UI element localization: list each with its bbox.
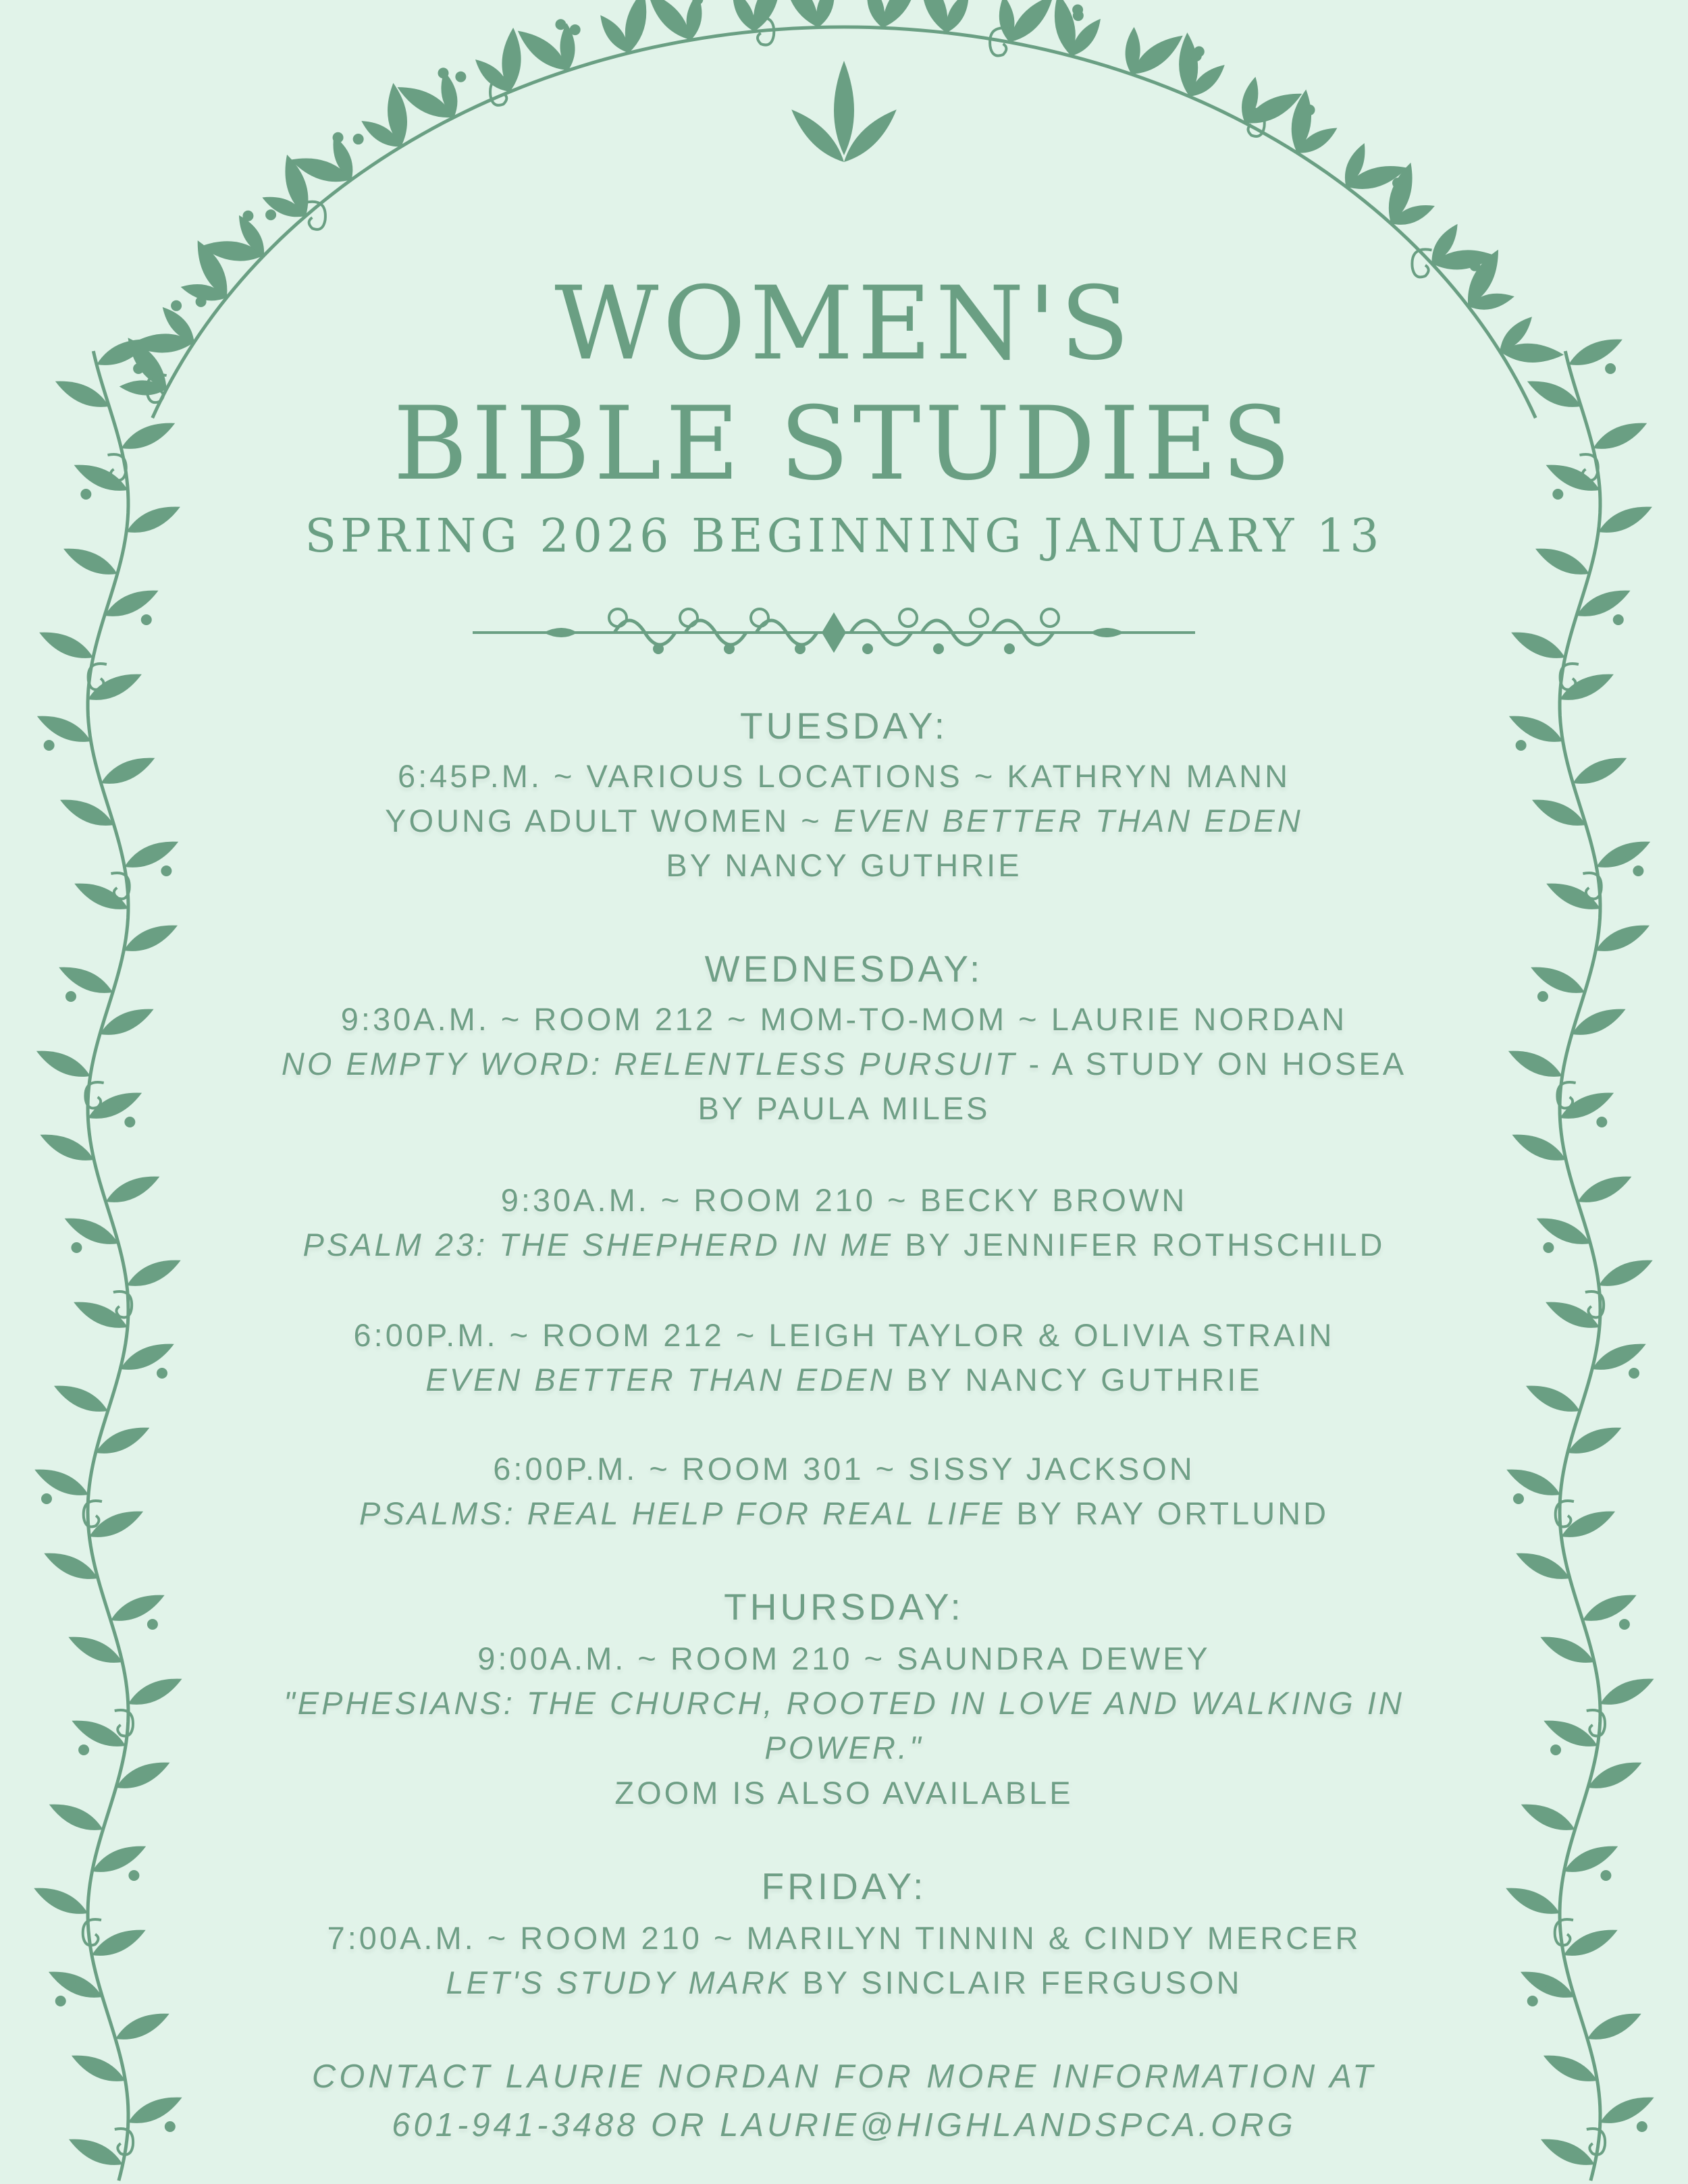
title-line-2: BIBLE STUDIES	[393, 385, 1295, 503]
friday-line-2: LET'S STUDY MARK BY SINCLAIR FERGUSON	[446, 1965, 1242, 2000]
wednesday-study2-line-1: 9:30A.M. ~ ROOM 210 ~ BECKY BROWN	[500, 1182, 1188, 1218]
wednesday-study4-line-1: 6:00P.M. ~ ROOM 301 ~ SISSY JACKSON	[493, 1451, 1195, 1487]
thursday-line-1: 9:00A.M. ~ ROOM 210 ~ SAUNDRA DEWEY	[477, 1641, 1211, 1676]
subtitle: SPRING 2026 BEGINNING JANUARY 13	[305, 510, 1383, 563]
thursday-heading: THURSDAY:	[724, 1586, 964, 1628]
wednesday-study1-line-3: BY PAULA MILES	[697, 1090, 991, 1126]
wednesday-study4-line-2: PSALMS: REAL HELP FOR REAL LIFE BY RAY ORTLUND	[359, 1495, 1329, 1531]
book-title: LET'S STUDY MARK	[446, 1965, 791, 2000]
book-title: PSALMS: REAL HELP FOR REAL LIFE	[359, 1495, 1005, 1531]
thursday-line-2: "EPHESIANS: THE CHURCH, ROOTED IN LOVE AND WALKING IN	[284, 1685, 1404, 1721]
tuesday-line-3: BY NANCY GUTHRIE	[666, 847, 1022, 883]
friday-line-1: 7:00A.M. ~ ROOM 210 ~ MARILYN TINNIN & CINDY MERCER	[327, 1920, 1361, 1956]
book-title: NO EMPTY WORD: RELENTLESS PURSUIT	[281, 1046, 1018, 1082]
ornamental-divider	[473, 609, 1195, 654]
book-title: EVEN BETTER THAN EDEN	[425, 1362, 895, 1397]
wednesday-study1-line-2: NO EMPTY WORD: RELENTLESS PURSUIT - A STUDY ON HOSEA	[281, 1046, 1407, 1082]
book-title: EVEN BETTER THAN EDEN	[833, 803, 1303, 838]
wednesday-study1-line-1: 9:30A.M. ~ ROOM 212 ~ MOM-TO-MOM ~ LAURIE NORDAN	[340, 1001, 1348, 1037]
thursday-line-4: ZOOM IS ALSO AVAILABLE	[614, 1775, 1074, 1811]
thursday-line-3: POWER."	[764, 1730, 924, 1765]
tuesday-heading: TUESDAY:	[740, 705, 948, 747]
contact-line-2: 601-941-3488 OR LAURIE@HIGHLANDSPCA.ORG	[392, 2107, 1296, 2143]
wednesday-study3-line-2: EVEN BETTER THAN EDEN BY NANCY GUTHRIE	[425, 1362, 1263, 1397]
wednesday-heading: WEDNESDAY:	[704, 948, 984, 990]
tuesday-line-1: 6:45P.M. ~ VARIOUS LOCATIONS ~ KATHRYN MANN	[397, 758, 1291, 794]
title-line-1: WOMEN'S	[554, 265, 1134, 383]
friday-heading: FRIDAY:	[761, 1865, 927, 1907]
wednesday-study2-line-2: PSALM 23: THE SHEPHERD IN ME BY JENNIFER ROTHSCHILD	[302, 1227, 1386, 1262]
tuesday-line-2: YOUNG ADULT WOMEN ~ EVEN BETTER THAN EDEN	[385, 803, 1303, 838]
wednesday-study3-line-1: 6:00P.M. ~ ROOM 212 ~ LEIGH TAYLOR & OLIVIA STRAIN	[353, 1317, 1335, 1353]
contact-line-1: CONTACT LAURIE NORDAN FOR MORE INFORMATION AT	[311, 2058, 1377, 2095]
book-title: PSALM 23: THE SHEPHERD IN ME	[302, 1227, 894, 1262]
